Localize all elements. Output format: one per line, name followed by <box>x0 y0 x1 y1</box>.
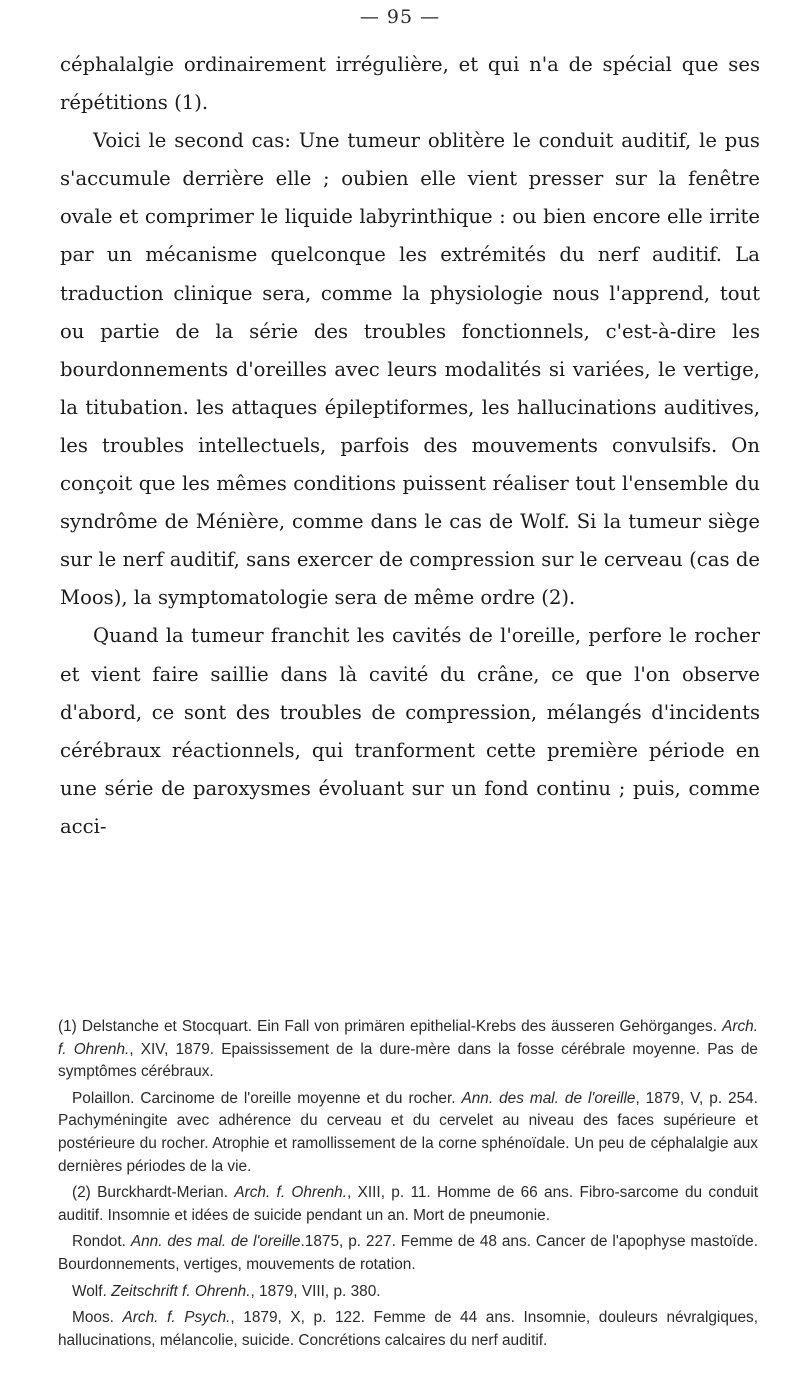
paragraph-1: céphalalgie ordinairement irrégulière, et qui n'a de spécial que ses répétitions (1). <box>60 53 760 115</box>
footnote-1-continued <box>58 1088 758 1178</box>
footnote-marker: (1) <box>58 1018 77 1035</box>
footnote-2 <box>58 1182 758 1227</box>
journal-title: Arch. f. Psych. <box>122 1309 231 1327</box>
page-number: — 95 — <box>359 6 441 28</box>
journal-title: Ann. des mal. de l'oreille <box>130 1233 301 1251</box>
footnote-text: Polaillon. Carcinome de l'oreille moyenne et du rocher. <box>72 1089 462 1107</box>
footnote-text: Wolf. <box>72 1282 112 1300</box>
footnote-text: Burckhardt-Merian. <box>90 1184 235 1202</box>
footnote-2-wolf <box>58 1281 758 1304</box>
footnote-text: Delstanche et Stocquart. Ein Fall von primären epithelial-Krebs des äusseren Gehörganges. <box>76 1018 723 1035</box>
footnote-text: Rondot. <box>72 1233 131 1251</box>
footnotes <box>58 1016 758 1356</box>
footnote-2-moos <box>58 1307 758 1352</box>
footnote-text: .1875, p. 227. Femme de 48 ans. Cancer de l'apophyse mastoïde. Bourdonnements, vertiges, mouvements de rotation. <box>58 1233 758 1273</box>
journal-title: Arch. f. Ohrenh. <box>234 1184 348 1202</box>
footnote-text: , XIII, p. 11. Homme de 66 ans. Fibro-sarcome du conduit auditif. Insomnie et idées de suicide pendant un an. Mort de pneumonie. <box>58 1184 759 1224</box>
paragraph-3: Quand la tumeur franchit les cavités de l'oreille, perfore le rocher et vient faire saillie dans là cavité du crâne, ce que l'on observe d'abord, ce sont des troubles de compression, mélangés d'incidents cérébraux réactionnels, qui tranforment cette première période en une série de paroxysmes évoluant sur un fond continu ; puis, comme acci- <box>60 624 760 838</box>
footnote-text: , XIV, 1879. Epaississement de la dure-mère dans la fosse cérébrale moyenne. Pas de symptômes cérébraux. <box>58 1040 758 1081</box>
journal-title: Arch. f. Ohrenh. <box>58 1018 758 1058</box>
footnote-text: Moos. <box>72 1309 123 1327</box>
journal-title: Ann. des mal. de l'oreille <box>461 1089 636 1107</box>
footnote-text: , 1879, V, p. 254. Pachyméningite avec adhérence du cerveau et du cervelet au niveau des faces supérieure et postérieure du rocher. Atrophie et ramollissement de la corne sphénoïdale. Un peu de céphalalgie aux dernières périodes de la vie. <box>58 1089 759 1175</box>
paragraph-2: Voici le second cas: Une tumeur oblitère le conduit auditif, le pus s'accumule derrière elle ; oubien elle vient presser sur la fenêtre ovale et comprimer le liquide labyrinthique : ou bien encore elle irrite par un mécanisme quelconque les extrémités du nerf auditif. La traduction clinique sera, comme la physiologie nous l'apprend, tout ou partie de la série des troubles fonctionnels, c'est-à-dire les bourdonnements d'oreilles avec leurs modalités si variées, le vertige, la titubation. les attaques épileptiformes, les hallucinations auditives, les troubles intellectuels, parfois des mouvements convulsifs. On conçoit que les mêmes conditions puissent réaliser tout l'ensemble du syndrôme de Ménière, comme dans le cas de Wolf. Si la tumeur siège sur le nerf auditif, sans exercer de compression sur le cerveau (cas de Moos), la symptomatologie sera de même ordre (2). <box>60 129 760 610</box>
footnote-text: , 1879, X, p. 122. Femme de 44 ans. Insomnie, douleurs névralgiques, hallucinations, mélancolie, suicide. Concrétions calcaires du nerf auditif. <box>58 1309 758 1349</box>
footnote-marker: (2) <box>72 1184 91 1202</box>
footnote-1 <box>58 1016 758 1084</box>
footnote-text: , 1879, VIII, p. 380. <box>250 1282 381 1300</box>
footnote-2-continued <box>58 1231 758 1276</box>
main-text <box>60 46 760 846</box>
journal-title: Zeitschrift f. Ohrenh. <box>111 1282 251 1300</box>
